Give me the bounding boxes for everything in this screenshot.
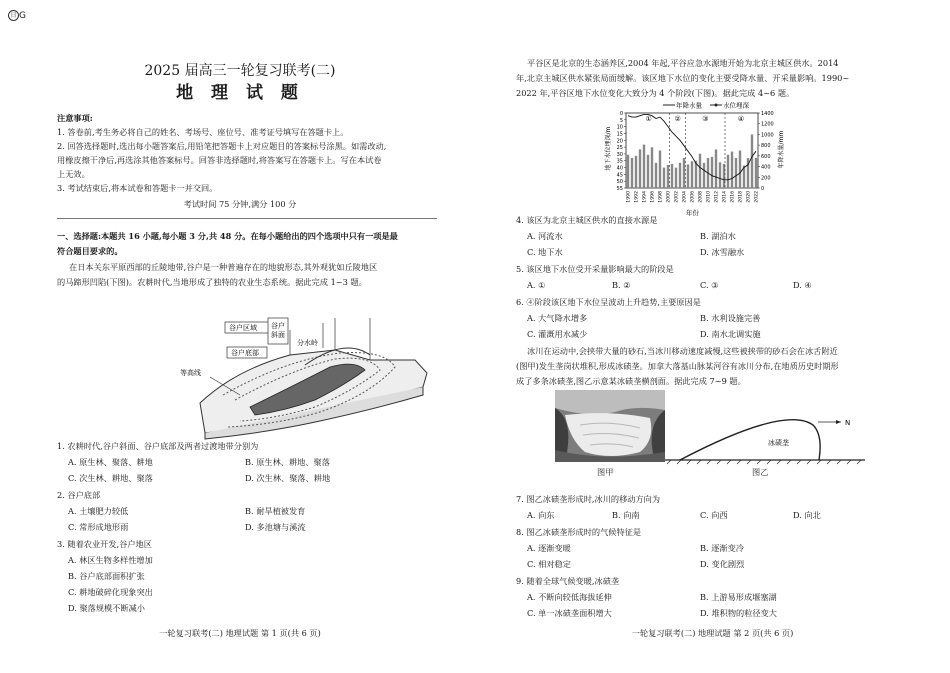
- option-d[interactable]: D. 次生林、聚落、耕地: [245, 473, 331, 483]
- label-slope: 谷户斜面: [271, 322, 285, 339]
- x-tick-label: 2004: [682, 191, 688, 203]
- x-tick-label: 1996: [650, 191, 656, 203]
- y-tick-left: 15: [616, 131, 623, 138]
- precip-bar: [655, 163, 657, 188]
- option-c[interactable]: C. 耕地破碎化现象突出: [68, 587, 153, 597]
- y-tick-left: 35: [616, 158, 623, 165]
- question-stem: 7. 图乙冰碛垄形成时,冰川的移动方向为: [516, 494, 661, 504]
- label-watershed: 分水岭: [297, 339, 318, 347]
- option-a[interactable]: A. 逐渐变暖: [527, 543, 571, 553]
- legend-depth: 水位埋深: [723, 101, 749, 110]
- passage-line: 在日本关东平原西部的丘陵地带,谷户是一种普遍存在的地貌形态,其外观犹如丘陵地区: [69, 262, 378, 272]
- exam-logo: [8, 10, 26, 21]
- logo-letter: G: [19, 11, 26, 21]
- precip-bar: [691, 161, 693, 188]
- stage-label: ③: [702, 115, 709, 123]
- option-d[interactable]: D. 南水北调实施: [700, 329, 761, 339]
- precip-bar: [639, 149, 641, 188]
- stage-label: ②: [674, 115, 681, 123]
- x-tick-label: 2002: [674, 191, 680, 203]
- option-a[interactable]: A. 大气降水增多: [527, 313, 588, 323]
- option-a[interactable]: A. 不断向较低海拔延伸: [527, 592, 612, 602]
- passage-line: 成了多条冰碛垄,图乙示意某冰碛垄横剖面。据此完成 7~9 题。: [516, 376, 746, 386]
- figure-caption-b: 图乙: [752, 467, 769, 477]
- passage-line: 2022 年,平谷区地下水位变化大致分为 4 个阶段(下图)。据此完成 4~6 题。: [516, 88, 795, 98]
- moraine-outline: [680, 420, 820, 460]
- chart-legend: [663, 101, 750, 110]
- x-tick-label: 1994: [642, 191, 648, 203]
- precip-bar: [667, 165, 669, 188]
- y-tick-right: 600: [761, 153, 771, 160]
- passage-line: 冰川在运动中,会挟带大量的砂石,当冰川移动速度减慢,这些被挟带的砂石会在冰舌附近: [527, 346, 838, 356]
- option-d[interactable]: D. 向北: [793, 510, 821, 520]
- precip-bar: [687, 164, 689, 188]
- precip-bar: [651, 147, 653, 188]
- x-tick-label: 2006: [690, 191, 696, 203]
- precip-bar: [675, 168, 677, 188]
- y-tick-right: 400: [761, 164, 771, 171]
- precip-bar: [755, 158, 757, 188]
- precip-bar: [711, 157, 713, 188]
- x-tick-label: 2020: [746, 191, 752, 203]
- option-a[interactable]: A. 向东: [527, 510, 555, 520]
- north-label: N: [845, 419, 851, 427]
- moraine-label: 冰碛垄: [768, 439, 789, 447]
- label-contour: 等高线: [180, 369, 201, 377]
- precip-bar: [627, 155, 629, 188]
- stage-label: ①: [645, 115, 652, 123]
- option-a[interactable]: A. 原生林、聚落、耕地: [68, 457, 153, 467]
- option-c[interactable]: C. 单一冰碛垄面积增大: [527, 608, 612, 618]
- x-tick-label: 1998: [658, 191, 664, 203]
- divider: [57, 218, 437, 219]
- option-b[interactable]: B. 向南: [612, 510, 640, 520]
- option-a[interactable]: A. 林区生物多样性增加: [68, 555, 153, 565]
- precip-bar: [731, 152, 733, 188]
- label-valley-bottom: 谷户底部: [231, 349, 259, 357]
- question-stem: 6. ④阶段该区地下水位呈波动上升趋势,主要原因是: [516, 297, 701, 307]
- y-tick-left: 10: [616, 124, 623, 131]
- notice-line: 2. 回答选择题时,选出每小题答案后,用铅笔把答题卡上对应题目的答案标号涂黑。如需改动,: [57, 141, 387, 151]
- y-axis-label-left: 地下水位埋深/m: [605, 126, 612, 171]
- option-c[interactable]: C. 地下水: [527, 247, 563, 257]
- precip-bar: [643, 145, 645, 188]
- label-valley-area: 谷户区域: [229, 324, 257, 332]
- y-tick-left: 5: [619, 117, 623, 124]
- option-a[interactable]: A. 河流水: [527, 231, 563, 241]
- question-stem: 8. 图乙冰碛垄形成时的气候特征是: [516, 527, 642, 537]
- option-c[interactable]: C. 灌溉用水减少: [527, 329, 588, 339]
- precip-bar: [751, 134, 753, 188]
- precip-bar: [699, 154, 701, 188]
- precip-bar: [679, 163, 681, 188]
- yato-valley-diagram: [180, 315, 435, 440]
- precip-bar: [647, 155, 649, 188]
- x-tick-label: 1992: [634, 191, 640, 203]
- question-stem: 4. 该区为北京主城区供水的直接水源是: [516, 215, 658, 225]
- y-tick-right: 1200: [761, 121, 774, 128]
- y-tick-right: 1000: [761, 132, 774, 139]
- option-d[interactable]: D. 多池塘与溪流: [245, 522, 306, 532]
- x-tick-label: 2000: [666, 191, 672, 203]
- x-tick-label: 2010: [706, 191, 712, 203]
- option-b[interactable]: B. 水利设施完善: [700, 313, 761, 323]
- stage-label: ④: [737, 115, 745, 123]
- option-b[interactable]: B. 上游易形成堰塞湖: [700, 592, 777, 602]
- subject-title: 地 理 试 题: [176, 83, 304, 103]
- page-footer-1: 一轮复习联考(二) 地理试题 第 1 页(共 6 页): [159, 628, 321, 638]
- option-c[interactable]: C. 次生林、耕地、聚落: [68, 473, 153, 483]
- question-stem: 3. 随着农业开发,谷户地区: [57, 539, 152, 549]
- x-axis-label: 年份: [686, 209, 699, 217]
- option-b[interactable]: B. 原生林、耕地、聚落: [245, 457, 330, 467]
- notice-title: 注意事项:: [57, 113, 93, 123]
- passage-line: 的马蹄形凹陷(下图)。农耕时代,当地形成了独特的农业生态系统。据此完成 1~3 题。: [57, 277, 367, 287]
- y-tick-left: 30: [616, 151, 623, 158]
- option-c[interactable]: C. 相对稳定: [527, 559, 571, 569]
- option-d[interactable]: D. 堆积物的粒径变大: [700, 608, 777, 618]
- question-stem: 5. 该区地下水位受开采量影响最大的阶段是: [516, 264, 674, 274]
- logo-circle-icon: 日: [8, 10, 19, 21]
- option-b[interactable]: B. 湖泊水: [700, 231, 736, 241]
- section-heading: 一、选择题:本题共 16 小题,每小题 3 分,共 48 分。在每小题给出的四个选项中只有一项是最: [57, 231, 398, 241]
- notice-line: 用橡皮擦干净后,再选涂其他答案标号。回答非选择题时,将答案写在答题卡上。写在本试卷: [57, 155, 382, 165]
- notice-line: 上无效。: [57, 169, 90, 179]
- option-b[interactable]: B. 逐渐变冷: [700, 543, 744, 553]
- exam-info: 考试时间 75 分钟,满分 100 分: [183, 199, 297, 209]
- option-a[interactable]: A. 土壤肥力较低: [68, 506, 129, 516]
- option-a[interactable]: A. ①: [527, 280, 546, 290]
- y-tick-right: 200: [761, 175, 771, 182]
- precip-bar: [735, 158, 737, 188]
- section-heading: 符合题目要求的。: [57, 246, 123, 256]
- x-tick-label: 2016: [730, 191, 736, 203]
- question-stem: 9. 随着全球气候变暖,冰碛垄: [516, 576, 620, 586]
- question-stem: 2. 谷户底部: [57, 490, 101, 500]
- y-tick-right: 800: [761, 143, 771, 150]
- precip-bar: [703, 163, 705, 188]
- y-tick-right: 1400: [761, 111, 774, 117]
- x-tick-label: 1990: [626, 191, 632, 203]
- figure-caption-a: 图甲: [597, 467, 614, 477]
- y-tick-left: 0: [619, 111, 623, 117]
- precip-bar: [723, 164, 725, 188]
- option-b[interactable]: B. ②: [612, 280, 631, 290]
- y-tick-left: 45: [616, 172, 623, 179]
- option-d[interactable]: D. 冰雪融水: [700, 247, 745, 257]
- x-tick-label: 2018: [738, 191, 744, 203]
- option-d[interactable]: D. 聚落规模不断减小: [68, 603, 145, 613]
- x-tick-label: 2012: [714, 191, 720, 203]
- precip-bar: [631, 158, 633, 188]
- precip-bar: [715, 149, 717, 188]
- y-tick-right: 0: [761, 186, 765, 192]
- option-b[interactable]: B. 耐旱植被发育: [245, 506, 306, 516]
- precip-bar: [727, 155, 729, 188]
- precip-bar: [739, 151, 741, 189]
- legend-precip: 年降水量: [676, 101, 702, 110]
- y-tick-left: 20: [616, 138, 623, 145]
- precip-bar: [659, 151, 661, 189]
- moraine-profile: [665, 415, 865, 465]
- option-d[interactable]: D. 变化剧烈: [700, 559, 745, 569]
- option-c[interactable]: C. 常形成地形雨: [68, 522, 129, 532]
- precip-bar: [671, 164, 673, 188]
- y-axis-label-right: 年降水量/mm: [778, 130, 785, 169]
- y-tick-left: 55: [616, 186, 623, 192]
- passage-line: (图甲)发生垄岗状堆积,形成冰碛垄。加拿大落基山脉某河谷有冰川分布,在地质历史时期形: [516, 361, 839, 371]
- precip-bar: [719, 162, 721, 188]
- notice-line: 1. 答卷前,考生务必将自己的姓名、考场号、座位号、准考证号填写在答题卡上。: [57, 127, 349, 137]
- exam-title: 2025 届高三一轮复习联考(二): [144, 63, 336, 79]
- x-tick-label: 2014: [722, 191, 728, 203]
- notice-line: 3. 考试结束后,将本试卷和答题卡一并交回。: [57, 183, 218, 193]
- passage-line: 年,北京主城区供水紧张局面缓解。该区地下水位的变化主要受降水量、开采量影响。1990~: [516, 73, 850, 83]
- option-c[interactable]: C. 向西: [700, 510, 728, 520]
- option-b[interactable]: B. 谷户底部面积扩张: [68, 571, 145, 581]
- precip-bar: [683, 158, 685, 188]
- y-tick-left: 40: [616, 165, 623, 172]
- x-tick-label: 2022: [754, 191, 760, 203]
- y-tick-left: 25: [616, 145, 623, 152]
- y-tick-left: 50: [616, 179, 623, 186]
- option-c[interactable]: C. ③: [700, 280, 719, 290]
- glacier-photo: [555, 390, 665, 462]
- x-tick-label: 2008: [698, 191, 704, 203]
- page-footer-2: 一轮复习联考(二) 地理试题 第 2 页(共 6 页): [631, 628, 794, 638]
- option-d[interactable]: D. ④: [793, 280, 812, 290]
- precip-bar: [663, 168, 665, 188]
- groundwater-chart: [600, 100, 790, 218]
- question-stem: 1. 农耕时代,谷户斜面、谷户底部及两者过渡地带分别为: [57, 441, 259, 451]
- passage-line: 平谷区是北京的生态涵养区,2004 年起,平谷应急水源地开始为北京主城区供水。2014: [527, 58, 839, 68]
- precip-bar: [635, 156, 637, 188]
